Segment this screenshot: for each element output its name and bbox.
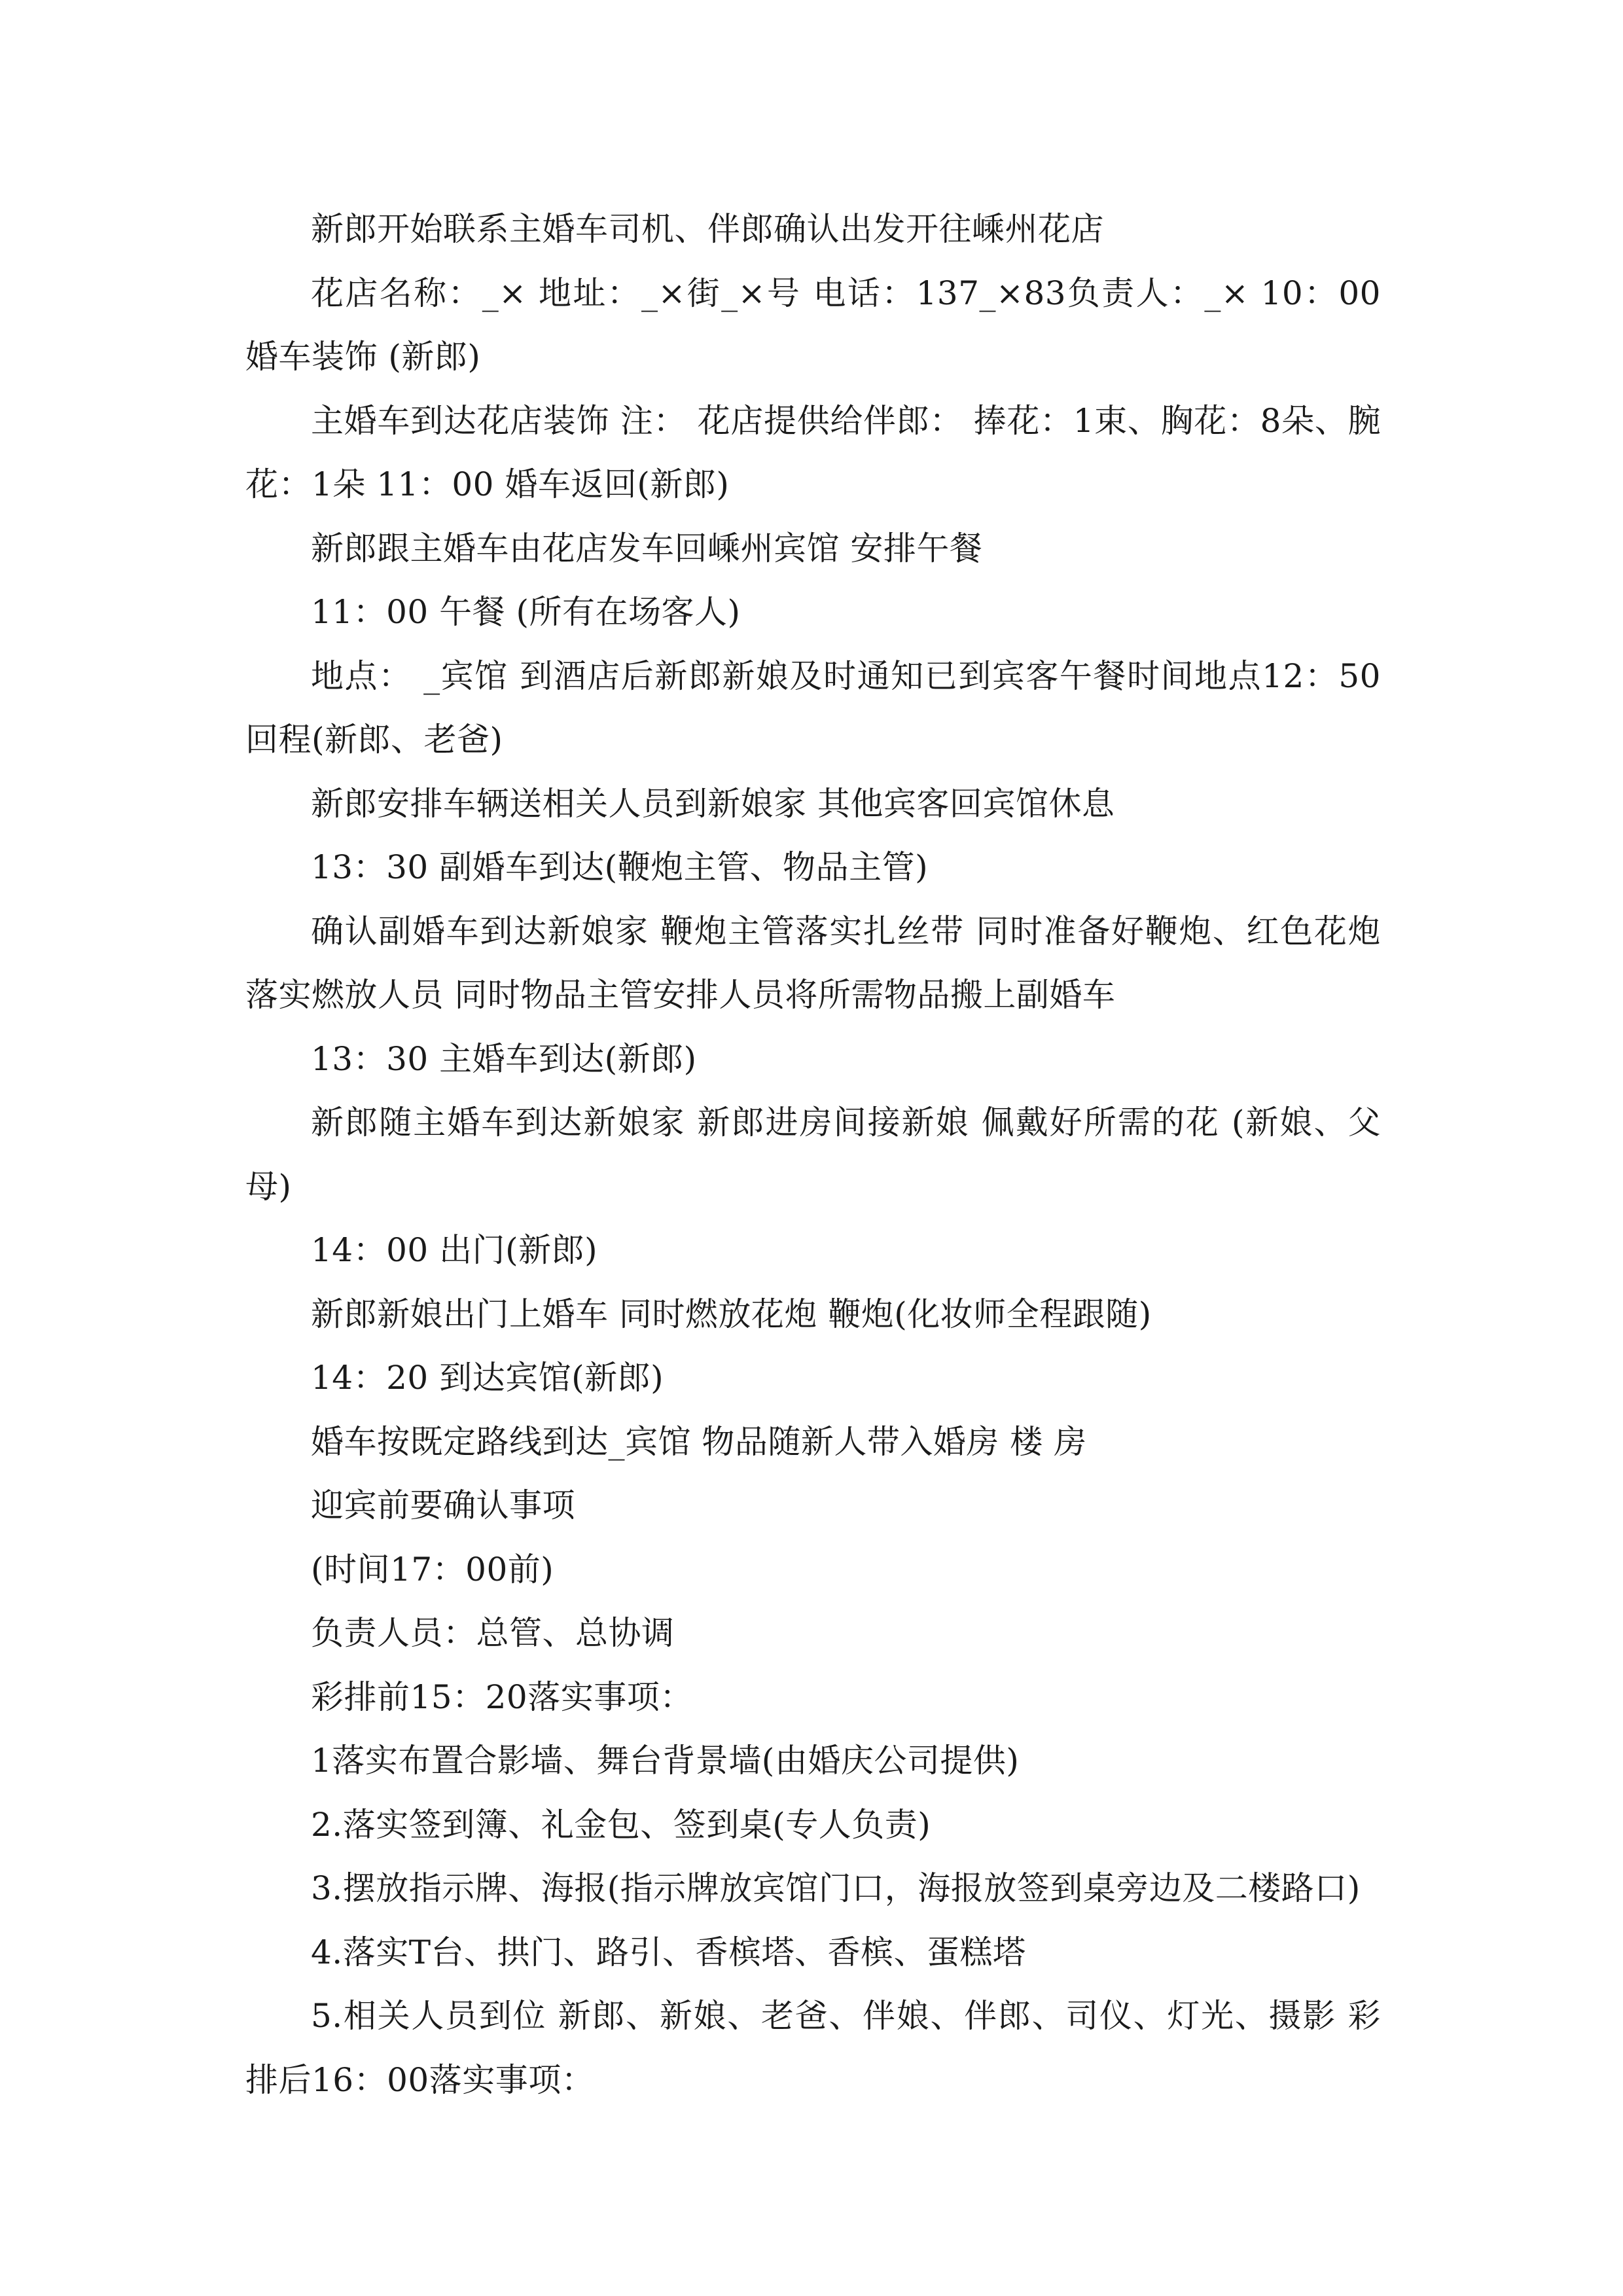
paragraph-3: 主婚车到达花店装饰 注： 花店提供给伴郎： 捧花：1束、胸花：8朵、腕花：1朵 11：00 婚车返回(新郎) [245, 401, 1381, 503]
paragraph-12: 14：00 出门(新郎) [311, 1231, 598, 1269]
paragraph-10: 13：30 主婚车到达(新郎) [311, 1039, 697, 1078]
paragraph-16: 迎宾前要确认事项 [311, 1486, 575, 1524]
paragraph-4: 新郎跟主婚车由花店发车回嵊州宾馆 安排午餐 [311, 529, 983, 567]
paragraph-11: 新郎随主婚车到达新娘家 新郎进房间接新娘 佩戴好所需的花 (新娘、父母) [245, 1103, 1381, 1206]
paragraph-17: (时间17：00前) [311, 1550, 554, 1588]
paragraph-7: 新郎安排车辆送相关人员到新娘家 其他宾客回宾馆休息 [311, 784, 1115, 823]
paragraph-9: 确认副婚车到达新娘家 鞭炮主管落实扎丝带 同时准备好鞭炮、红色花炮落实燃放人员 同时物品主管安排人员将所需物品搬上副婚车 [245, 912, 1381, 1014]
paragraph-1: 新郎开始联系主婚车司机、伴郎确认出发开往嵊州花店 [311, 210, 1104, 248]
paragraph-19: 彩排前15：20落实事项： [311, 1677, 693, 1716]
paragraph-8: 13：30 副婚车到达(鞭炮主管、物品主管) [311, 848, 929, 886]
paragraph-24: 5.相关人员到位 新郎、新娘、老爸、伴娘、伴郎、司仪、灯光、摄影 彩排后16：00落实事项： [245, 1997, 1381, 2099]
paragraph-5: 11：00 午餐 (所有在场客人) [311, 593, 741, 631]
paragraph-14: 14：20 到达宾馆(新郎) [311, 1359, 664, 1397]
paragraph-20: 1落实布置合影墙、舞台背景墙(由婚庆公司提供) [311, 1742, 1020, 1780]
paragraph-23: 4.落实T台、拱门、路引、香槟塔、香槟、蛋糕塔 [311, 1933, 1026, 1971]
paragraph-21: 2.落实签到簿、礼金包、签到桌(专人负责) [311, 1805, 931, 1844]
paragraph-13: 新郎新娘出门上婚车 同时燃放花炮 鞭炮(化妆师全程跟随) [311, 1295, 1152, 1333]
paragraph-2: 花店名称：_× 地址：_×街_×号 电话：137_×83负责人：_× 10：00婚车装饰 (新郎) [245, 274, 1381, 376]
paragraph-22: 3.摆放指示牌、海报(指示牌放宾馆门口，海报放签到桌旁边及二楼路口) [311, 1869, 1361, 1907]
paragraph-15: 婚车按既定路线到达_宾馆 物品随新人带入婚房 楼 房 [311, 1422, 1087, 1461]
paragraph-6: 地点： _宾馆 到酒店后新郎新娘及时通知已到宾客午餐时间地点12：50回程(新郎、老爸) [245, 656, 1381, 759]
paragraph-18: 负责人员：总管、总协调 [311, 1614, 675, 1652]
document-body [245, 198, 1381, 2112]
